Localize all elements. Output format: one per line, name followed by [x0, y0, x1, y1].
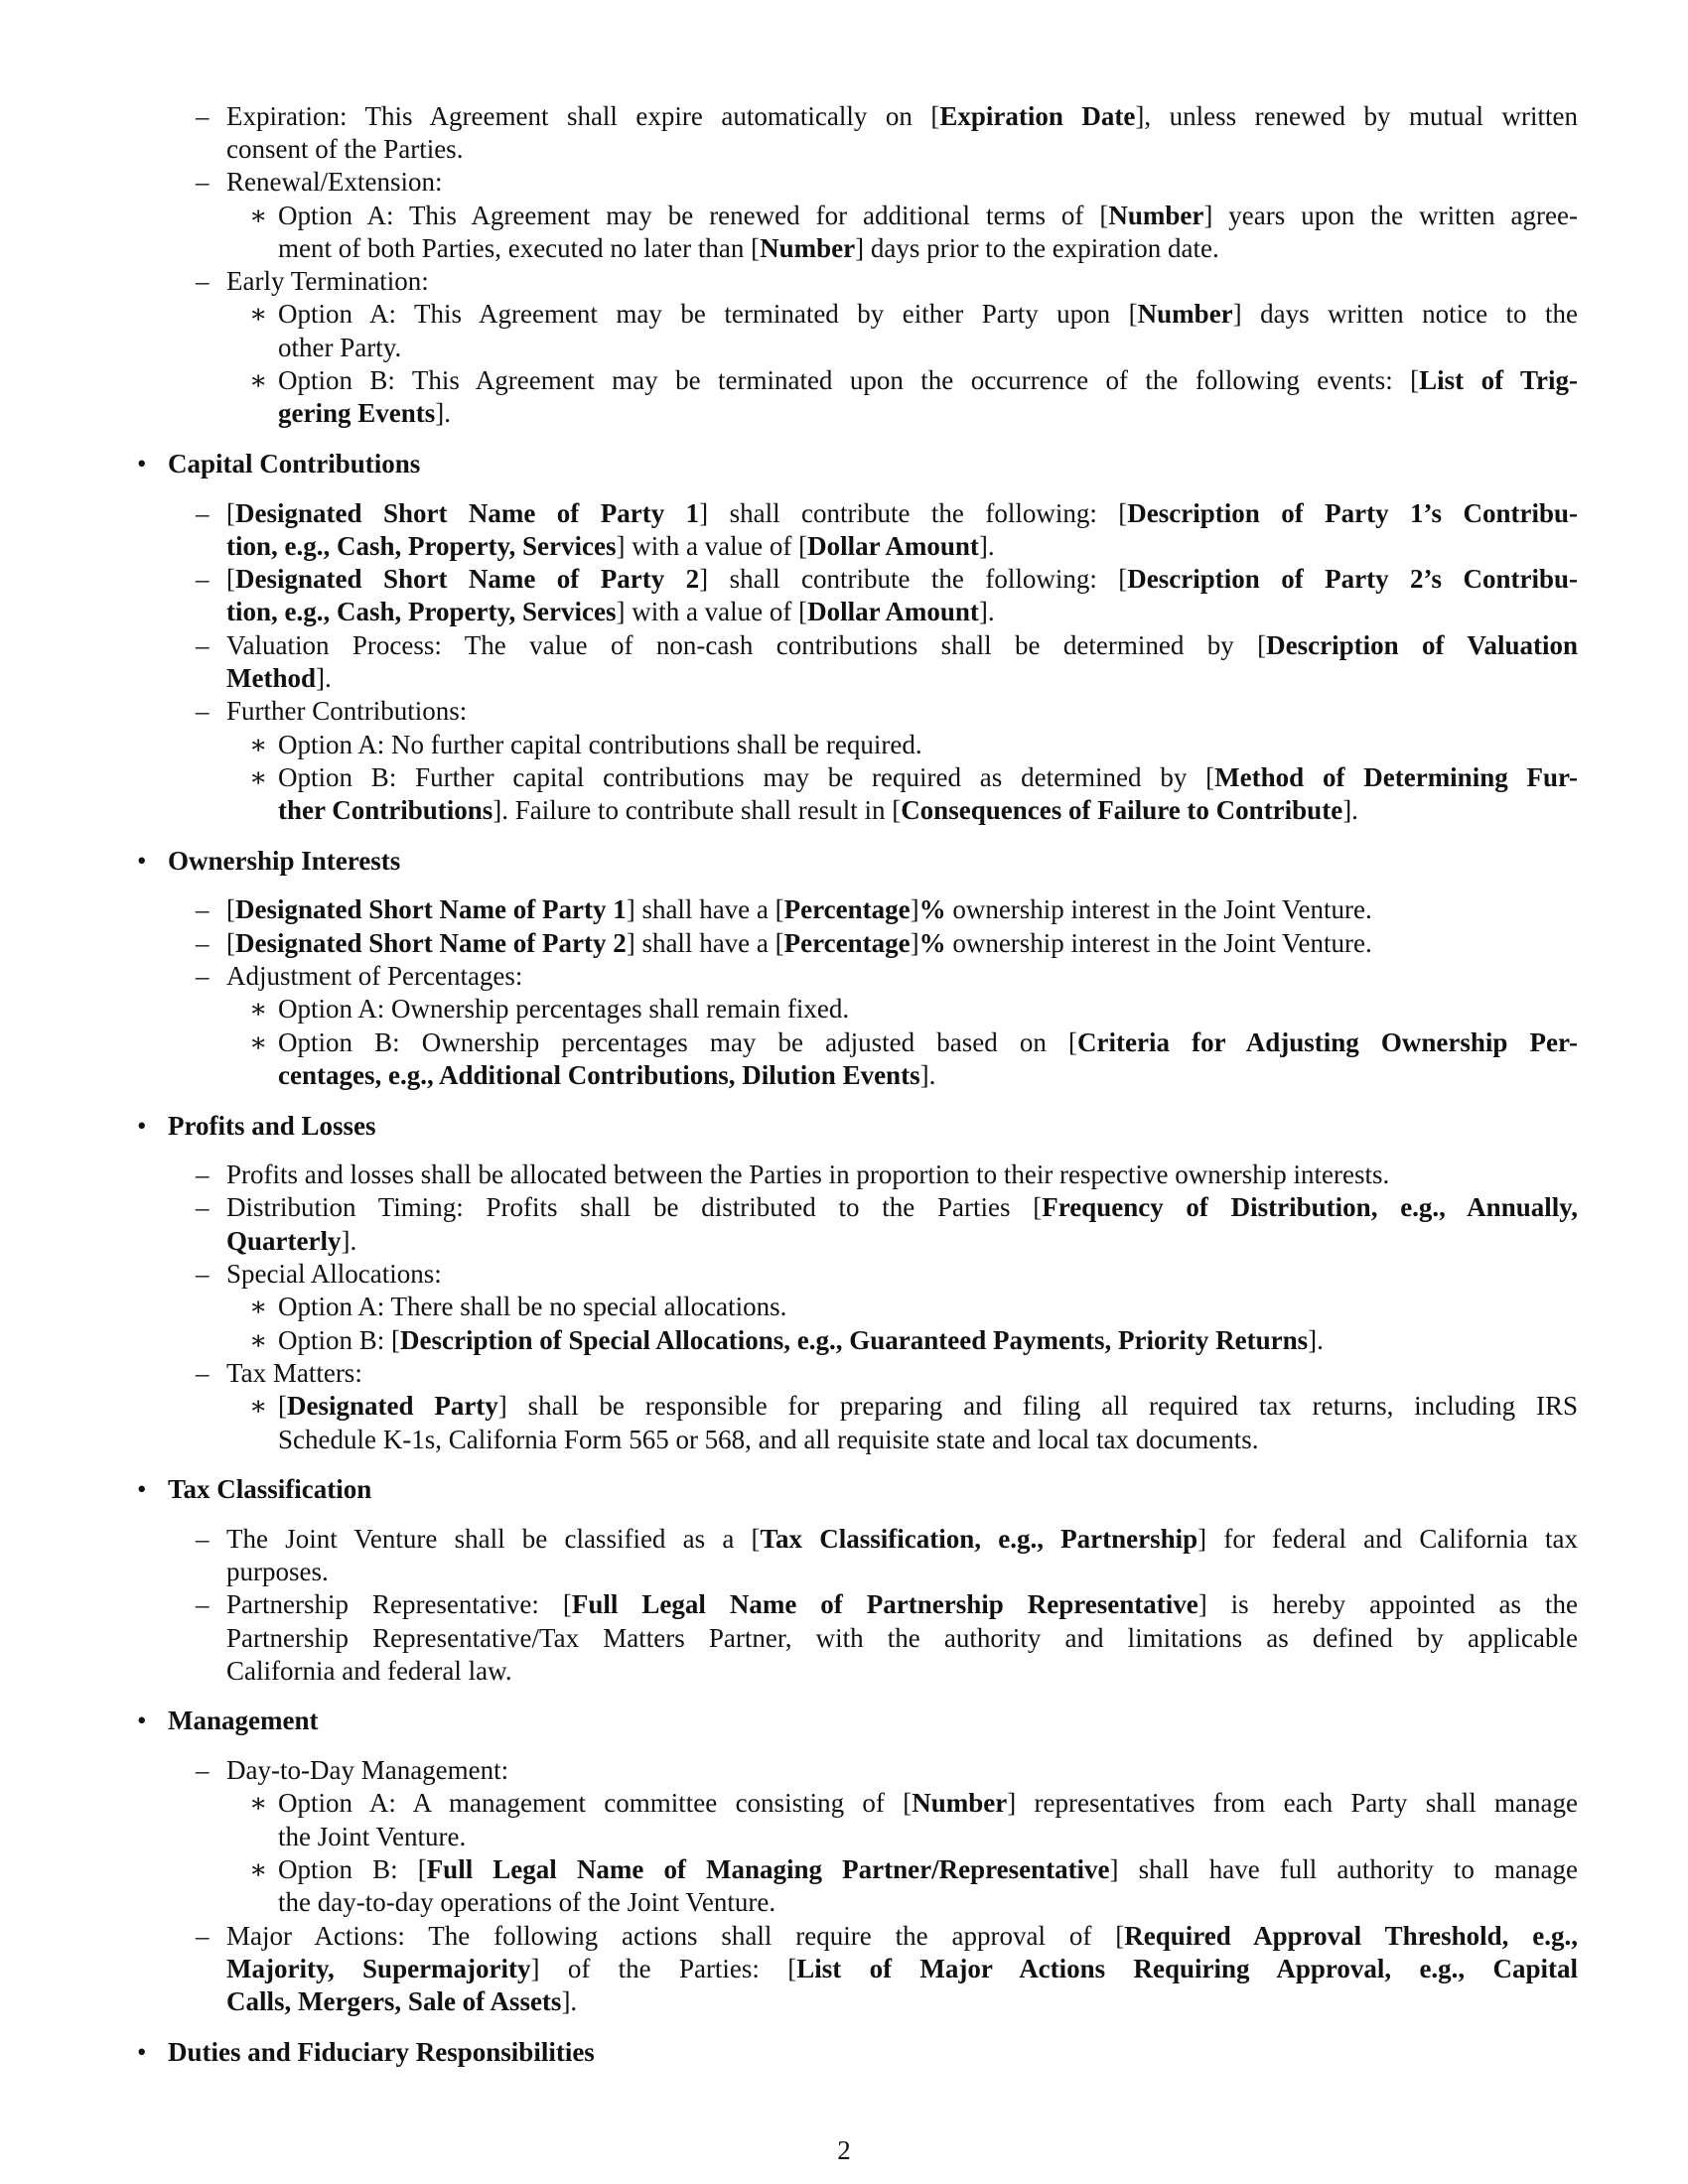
star-marker: ∗ [249, 1788, 268, 1818]
tax-matters-label: Tax Matters: [226, 1358, 362, 1388]
dash-marker: – [196, 1921, 210, 1951]
party2-contribution-line-2: tion, e.g., Cash, Property, Services] with a value of [Dollar Amount]. [226, 597, 995, 626]
day-option-b-line-1: Option B: [Full Legal Name of Managing Partner/Representative] shall have full authority to manage [278, 1854, 1578, 1884]
major-actions-line-2: Majority, Supermajority] of the Parties: [List of Major Actions Requiring Approval, e.g., Capital [226, 1954, 1579, 1983]
renewal-option-a-line-1: Option A: This Agreement may be renewed for additional terms of [Number] years upon the written agree- [278, 201, 1578, 230]
star-marker: ∗ [249, 1292, 268, 1321]
star-marker: ∗ [249, 1027, 268, 1057]
heading-management: Management [168, 1706, 319, 1735]
star-marker: ∗ [249, 365, 268, 395]
distribution-line-2: Quarterly]. [226, 1226, 357, 1256]
party2-ownership: [Designated Short Name of Party 2] shall have a [Percentage]% ownership interest in the Joint Venture. [226, 928, 1372, 958]
star-marker: ∗ [249, 201, 268, 230]
dash-marker: – [196, 1192, 210, 1222]
valuation-line-2: Method]. [226, 663, 332, 693]
renewal-option-a-line-2: ment of both Parties, executed no later than [Number] days prior to the expiration date. [278, 233, 1219, 263]
dash-marker: – [196, 894, 210, 924]
adjustment-option-a: Option A: Ownership percentages shall remain fixed. [278, 994, 850, 1024]
party1-contribution-line-1: [Designated Short Name of Party 1] shall contribute the following: [Description of Party 1’s Contribu- [226, 498, 1578, 528]
star-marker: ∗ [249, 730, 268, 759]
heading-profits-and-losses: Profits and Losses [168, 1111, 376, 1141]
bullet-marker: • [137, 449, 147, 478]
renewal-label: Renewal/Extension: [226, 167, 443, 197]
party1-ownership: [Designated Short Name of Party 1] shall have a [Percentage]% ownership interest in the Joint Venture. [226, 894, 1372, 924]
further-contributions-label: Further Contributions: [226, 696, 468, 726]
day-to-day-label: Day-to-Day Management: [226, 1755, 509, 1785]
dash-marker: – [196, 928, 210, 958]
bullet-marker: • [137, 846, 147, 876]
party2-contribution-line-1: [Designated Short Name of Party 2] shall contribute the following: [Description of Party 2’s Contribu- [226, 564, 1578, 594]
special-allocations-label: Special Allocations: [226, 1259, 442, 1289]
dash-marker: – [196, 1589, 210, 1619]
heading-ownership-interests: Ownership Interests [168, 846, 401, 876]
further-option-b-line-1: Option B: Further capital contributions may be required as determined by [Method of Determining Fur- [278, 762, 1579, 792]
valuation-line-1: Valuation Process: The value of non-cash contributions shall be determined by [Description of Valuation [226, 630, 1578, 660]
dash-marker: – [196, 1160, 210, 1189]
bullet-marker: • [137, 2037, 147, 2067]
classification-line-2: purposes. [226, 1557, 329, 1586]
heading-tax-classification: Tax Classification [168, 1474, 372, 1504]
dash-marker: – [196, 1524, 210, 1554]
dash-marker: – [196, 961, 210, 991]
dash-marker: – [196, 101, 210, 131]
heading-capital-contributions: Capital Contributions [168, 449, 421, 478]
tax-matters-line-1: [Designated Party] shall be responsible for preparing and filing all required tax returns, including IRS [278, 1391, 1579, 1421]
party1-contribution-line-2: tion, e.g., Cash, Property, Services] with a value of [Dollar Amount]. [226, 531, 995, 561]
day-option-b-line-2: the day-to-day operations of the Joint Venture. [278, 1887, 776, 1917]
day-option-a-line-2: the Joint Venture. [278, 1822, 467, 1851]
representative-line-2: Partnership Representative/Tax Matters Partner, with the authority and limitations as defined by applicable [226, 1623, 1578, 1653]
early-option-a-line-1: Option A: This Agreement may be terminated by either Party upon [Number] days written notice to the [278, 299, 1579, 329]
bullet-marker: • [137, 1111, 147, 1141]
further-option-b-line-2: ther Contributions]. Failure to contribute shall result in [Consequences of Failure to Contribute]. [278, 795, 1358, 825]
bullet-marker: • [137, 1474, 147, 1504]
dash-marker: – [196, 630, 210, 660]
expiration-line-2: consent of the Parties. [226, 134, 464, 164]
representative-line-1: Partnership Representative: [Full Legal Name of Partnership Representative] is hereby appointed as the [226, 1589, 1579, 1619]
early-option-a-line-2: other Party. [278, 333, 402, 362]
adjustment-option-b-line-1: Option B: Ownership percentages may be adjusted based on [Criteria for Adjusting Ownership Per- [278, 1027, 1578, 1057]
special-option-b: Option B: [Description of Special Allocations, e.g., Guaranteed Payments, Priority Returns]. [278, 1325, 1324, 1355]
tax-matters-line-2: Schedule K-1s, California Form 565 or 568, and all requisite state and local tax documents. [278, 1425, 1259, 1454]
dash-marker: – [196, 167, 210, 197]
dash-marker: – [196, 1358, 210, 1388]
major-actions-line-1: Major Actions: The following actions shall require the approval of [Required Approval Threshold, e.g., [226, 1921, 1578, 1951]
star-marker: ∗ [249, 762, 268, 792]
star-marker: ∗ [249, 1854, 268, 1884]
further-option-a: Option A: No further capital contributions shall be required. [278, 730, 922, 759]
dash-marker: – [196, 266, 210, 296]
dash-marker: – [196, 1755, 210, 1785]
star-marker: ∗ [249, 994, 268, 1024]
adjustment-option-b-line-2: centages, e.g., Additional Contributions, Dilution Events]. [278, 1060, 936, 1090]
early-option-b-line-2: gering Events]. [278, 398, 451, 428]
dash-marker: – [196, 696, 210, 726]
star-marker: ∗ [249, 1391, 268, 1421]
expiration-line-1: Expiration: This Agreement shall expire automatically on [Expiration Date], unless renewed by mutual written [226, 101, 1578, 131]
distribution-line-1: Distribution Timing: Profits shall be distributed to the Parties [Frequency of Distribution, e.g., Annually, [226, 1192, 1578, 1222]
early-termination-label: Early Termination: [226, 266, 429, 296]
bullet-marker: • [137, 1706, 147, 1735]
day-option-a-line-1: Option A: A management committee consisting of [Number] representatives from each Party shall manage [278, 1788, 1578, 1818]
allocation-line: Profits and losses shall be allocated between the Parties in proportion to their respective ownership interests. [226, 1160, 1390, 1189]
dash-marker: – [196, 498, 210, 528]
star-marker: ∗ [249, 1325, 268, 1355]
star-marker: ∗ [249, 299, 268, 329]
major-actions-line-3: Calls, Mergers, Sale of Assets]. [226, 1986, 578, 2016]
dash-marker: – [196, 1259, 210, 1289]
special-option-a: Option A: There shall be no special allocations. [278, 1292, 787, 1321]
adjustment-label: Adjustment of Percentages: [226, 961, 523, 991]
page-number: 2 [837, 2135, 851, 2165]
classification-line-1: The Joint Venture shall be classified as a [Tax Classification, e.g., Partnership] for federal and California tax [226, 1524, 1579, 1554]
heading-duties-fiduciary: Duties and Fiduciary Responsibilities [168, 2037, 595, 2067]
representative-line-3: California and federal law. [226, 1656, 512, 1686]
early-option-b-line-1: Option B: This Agreement may be terminated upon the occurrence of the following events: [List of Trig- [278, 365, 1578, 395]
dash-marker: – [196, 564, 210, 594]
